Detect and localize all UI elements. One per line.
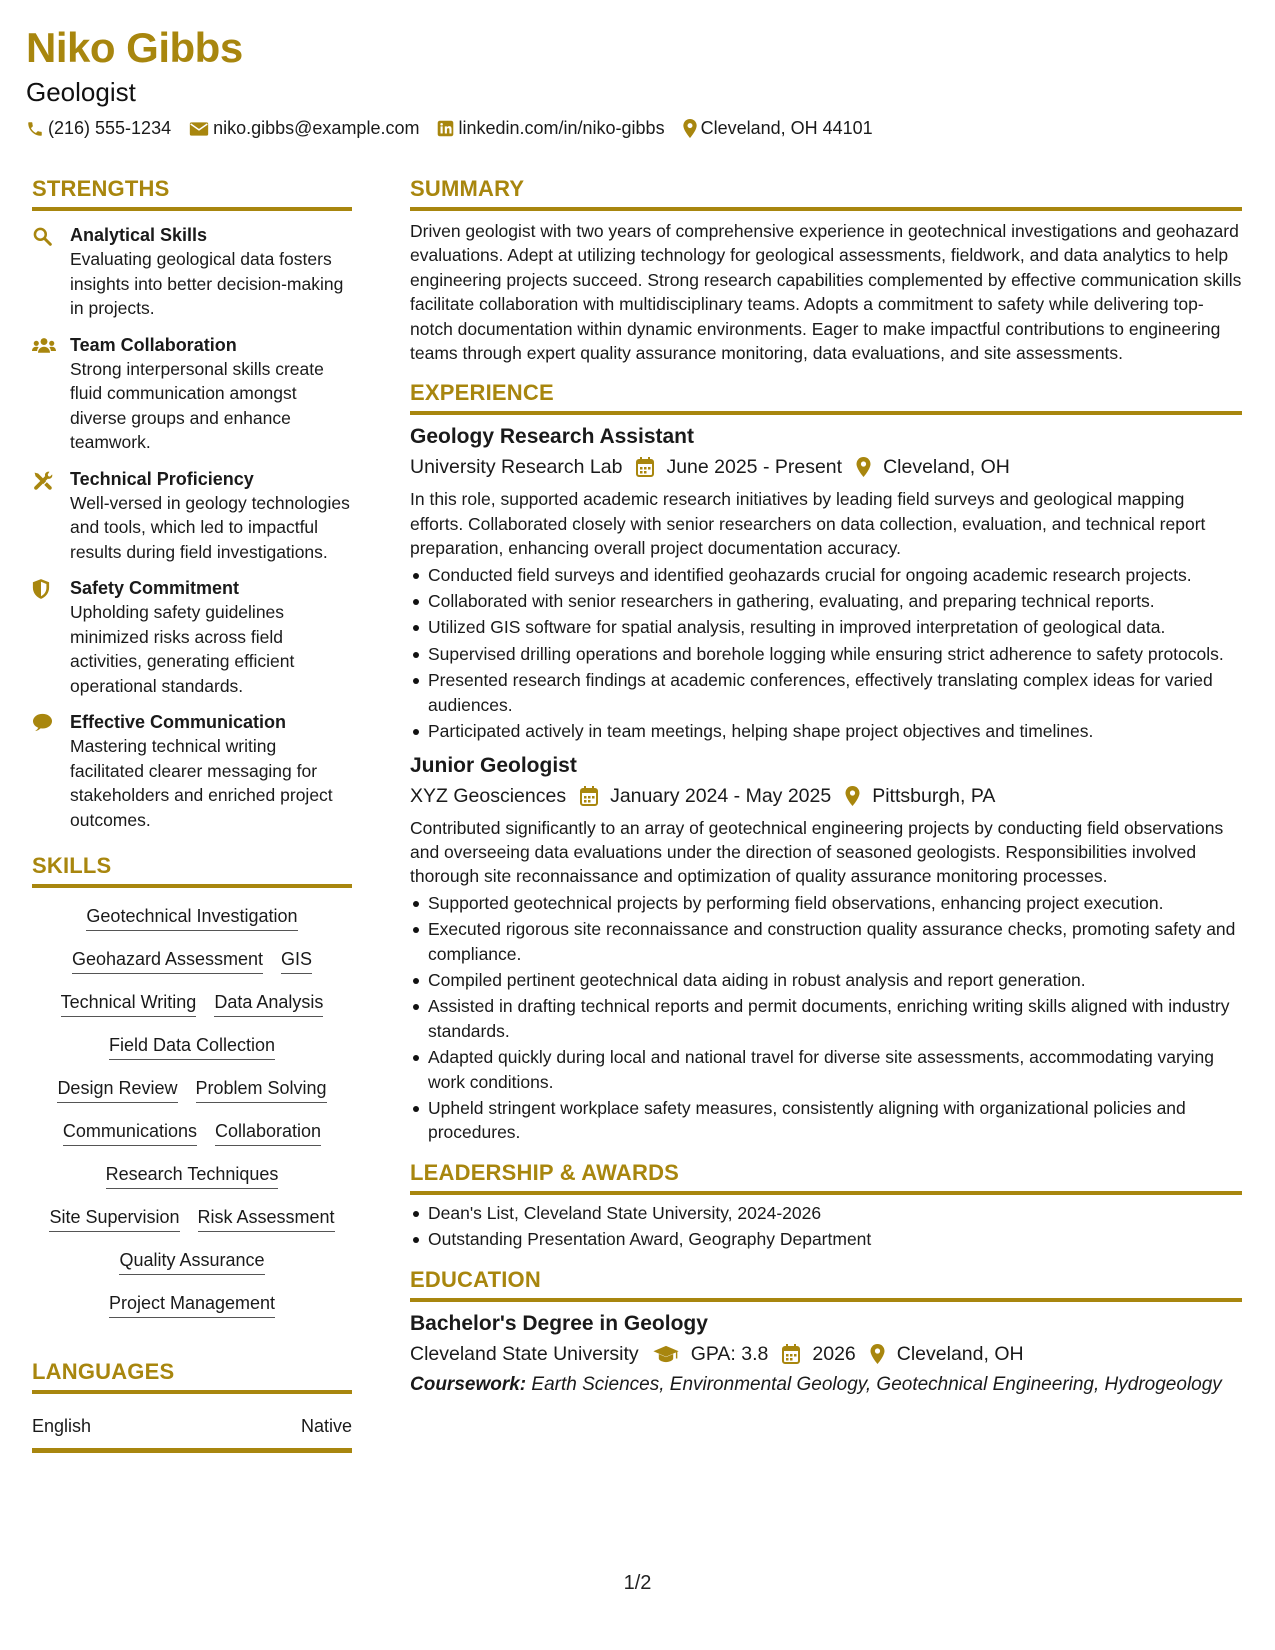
strength-item: [32, 710, 352, 832]
bullet-item: Presented research findings at academic conferences, effectively translating complex ideas for varied audiences.: [410, 668, 1242, 717]
gpa: GPA: 3.8: [690, 1342, 769, 1365]
job-dates: January 2024 - May 2025: [610, 784, 832, 807]
award-item: Outstanding Presentation Award, Geography Department: [410, 1227, 1242, 1251]
coursework-label: Coursework:: [410, 1373, 527, 1395]
job-dates: June 2025 - Present: [666, 456, 843, 479]
skill-tag: Risk Assessment: [198, 1205, 335, 1232]
job-meta: [410, 782, 1242, 810]
skill-tag: Communications: [63, 1119, 197, 1146]
skill-row: [32, 1076, 352, 1103]
job-location: Pittsburgh, PA: [872, 784, 996, 807]
job-meta: [410, 453, 1242, 481]
skill-row: [32, 990, 352, 1017]
bullet-item: Compiled pertinent geotechnical data aiding in robust analysis and report generation.: [410, 968, 1242, 992]
skill-tag: Collaboration: [215, 1119, 321, 1146]
resume-header: [26, 22, 1246, 139]
skill-tag: Geohazard Assessment: [72, 947, 263, 974]
calendar-icon: [782, 1344, 800, 1364]
map-pin-icon: [845, 786, 860, 806]
skill-row: [32, 904, 352, 931]
awards-heading: LEADERSHIP & AWARDS: [410, 1159, 1242, 1195]
skill-row: [32, 1162, 352, 1189]
strength-item: [32, 333, 352, 455]
summary-text: Driven geologist with two years of comprehensive experience in geotechnical investigations and geohazard evaluations. Adept at utilizing technology for geological assessments, fieldwork, and data analytics to help engineering projects succeed. Strong research capabilities complemented by effective communication skills facilitate collaboration with multidisciplinary teams. Adopts a commitment to safety while delivering top-notch documentation within dynamic environments. Eager to make impactful contributions to engineering teams through expert quality assurance monitoring, data evaluations, and site assessments.: [410, 221, 1242, 364]
bullet-item: Collaborated with senior researchers in gathering, evaluating, and preparing technical reports.: [410, 589, 1242, 613]
coursework: [410, 1372, 1242, 1397]
skill-tag: Project Management: [109, 1291, 275, 1318]
strength-desc: Upholding safety guidelines minimized risks across field activities, generating efficient operational standards.: [70, 602, 295, 696]
job-location: Cleveland, OH: [883, 456, 1010, 479]
bullet-item: Conducted field surveys and identified geohazards crucial for ongoing academic research projects.: [410, 563, 1242, 587]
strength-title: Effective Communication: [70, 712, 287, 732]
job-bullets: [410, 891, 1242, 1145]
skill-row: [32, 1119, 352, 1146]
language-row: [32, 1414, 352, 1453]
strength-desc: Strong interpersonal skills create fluid communication amongst diverse groups and enhance teamwork.: [70, 358, 324, 452]
job-company: XYZ Geosciences: [410, 784, 567, 807]
skill-row: [32, 1248, 352, 1275]
contact-phone[interactable]: [26, 118, 171, 139]
bullet-item: Supervised drilling operations and borehole logging while ensuring strict adherence to safety protocols.: [410, 642, 1242, 666]
skills-list: [32, 904, 352, 1318]
strength-title: Technical Proficiency: [70, 468, 254, 489]
shield-icon: [32, 579, 50, 599]
strengths-heading: STRENGTHS: [32, 175, 352, 211]
skill-row: [32, 947, 352, 974]
bullet-item: Assisted in drafting technical reports and permit documents, enriching writing skills aligned with industry standards.: [410, 994, 1242, 1043]
awards-list: [410, 1201, 1242, 1252]
education-heading: EDUCATION: [410, 1266, 1242, 1302]
degree-title: Bachelor's Degree in Geology: [410, 1311, 708, 1335]
strength-item: [32, 223, 352, 321]
strength-desc: Well-versed in geology technologies and tools, which led to impactful results during field investigations.: [70, 492, 350, 562]
job-title: Geology Research Assistant: [410, 425, 694, 449]
candidate-title: Geologist: [26, 77, 136, 107]
skill-row: [32, 1033, 352, 1060]
left-column: [32, 175, 352, 1453]
phone-text: (216) 555-1234: [48, 118, 172, 138]
bullet-item: Upheld stringent workplace safety measures, consistently aligning with organizational policies and procedures.: [410, 1096, 1242, 1145]
contact-location: [683, 118, 873, 139]
summary-heading: SUMMARY: [410, 175, 1242, 211]
job-entry: [410, 423, 1242, 743]
skill-row: [32, 1205, 352, 1232]
coursework-text: Earth Sciences, Environmental Geology, Geotechnical Engineering, Hydrogeology: [531, 1373, 1222, 1395]
language-name: English: [32, 1416, 92, 1436]
experience-heading: EXPERIENCE: [410, 379, 1242, 415]
map-pin-icon: [683, 119, 697, 138]
bullet-item: Supported geotechnical projects by performing field observations, enhancing project execution.: [410, 891, 1242, 915]
users-icon: [32, 336, 56, 354]
strength-item: [32, 467, 352, 565]
skill-tag: Data Analysis: [214, 990, 323, 1017]
skill-tag: Quality Assurance: [119, 1248, 264, 1275]
skill-tag: Site Supervision: [49, 1205, 179, 1232]
graduation-cap-icon: [653, 1345, 679, 1363]
skill-tag: Design Review: [57, 1076, 177, 1103]
page-number: 1/2: [623, 1572, 652, 1594]
calendar-icon: [580, 786, 598, 806]
skill-tag: Field Data Collection: [109, 1033, 275, 1060]
contact-email[interactable]: [189, 118, 419, 139]
skill-tag: Problem Solving: [196, 1076, 327, 1103]
map-pin-icon: [856, 457, 871, 477]
bullet-item: Adapted quickly during local and national travel for diverse site assessments, accommodating varying work conditions.: [410, 1045, 1242, 1094]
magnifier-icon: [32, 226, 52, 246]
graduation-year: 2026: [812, 1342, 856, 1365]
phone-icon: [26, 120, 44, 138]
job-description: In this role, supported academic research initiatives by leading field surveys and geological mapping efforts. Collaborated closely with senior researchers on data collection, evaluation, and technical report preparation, enhancing overall project documentation accuracy.: [410, 489, 1206, 559]
tools-icon: [32, 470, 53, 491]
strength-title: Team Collaboration: [70, 334, 237, 355]
skill-tag: GIS: [281, 947, 312, 974]
strength-item: [32, 576, 352, 698]
skills-heading: SKILLS: [32, 852, 352, 888]
envelope-icon: [189, 121, 209, 137]
job-description: Contributed significantly to an array of geotechnical engineering projects by conducting field observations and overseeing data evaluations under the direction of seasoned geologists. Responsibilities involved thorough site reconnaissance and optimization of quality assurance monitoring processes.: [410, 817, 1224, 887]
strength-desc: Mastering technical writing facilitated clearer messaging for stakeholders and enriched project outcomes.: [70, 736, 333, 830]
strength-desc: Evaluating geological data fosters insights into better decision-making in projects.: [70, 249, 344, 318]
speech-bubble-icon: [32, 713, 53, 732]
skill-tag: Research Techniques: [106, 1162, 279, 1189]
right-column: [410, 175, 1242, 1397]
location-text: Cleveland, OH 44101: [700, 118, 873, 138]
education-location: Cleveland, OH: [896, 1342, 1024, 1365]
contact-bar: [26, 118, 1246, 139]
email-text: niko.gibbs@example.com: [213, 118, 420, 138]
school-name: Cleveland State University: [410, 1342, 639, 1365]
strength-title: Analytical Skills: [70, 225, 208, 245]
contact-linkedin[interactable]: [437, 118, 664, 139]
education-meta: [410, 1340, 1242, 1368]
languages-heading: LANGUAGES: [32, 1358, 352, 1394]
job-entry: [410, 752, 1242, 1145]
calendar-icon: [636, 457, 654, 477]
bullet-item: Executed rigorous site reconnaissance and construction quality assurance checks, promoting safety and compliance.: [410, 917, 1242, 966]
job-title: Junior Geologist: [410, 753, 577, 777]
bullet-item: Participated actively in team meetings, helping shape project objectives and timelines.: [410, 719, 1242, 743]
job-company: University Research Lab: [410, 456, 623, 479]
strength-title: Safety Commitment: [70, 578, 240, 598]
bullet-item: Utilized GIS software for spatial analysis, resulting in improved interpretation of geological data.: [410, 615, 1242, 639]
skill-tag: Technical Writing: [61, 990, 197, 1017]
language-level: Native: [300, 1416, 352, 1436]
candidate-name: Niko Gibbs: [26, 24, 243, 71]
linkedin-icon: [437, 120, 454, 137]
skill-row: [32, 1291, 352, 1318]
award-item: Dean's List, Cleveland State University, 2024-2026: [410, 1201, 1242, 1225]
job-bullets: [410, 563, 1242, 744]
map-pin-icon: [870, 1344, 885, 1364]
linkedin-text: linkedin.com/in/niko-gibbs: [458, 118, 665, 138]
skill-tag: Geotechnical Investigation: [86, 904, 297, 931]
